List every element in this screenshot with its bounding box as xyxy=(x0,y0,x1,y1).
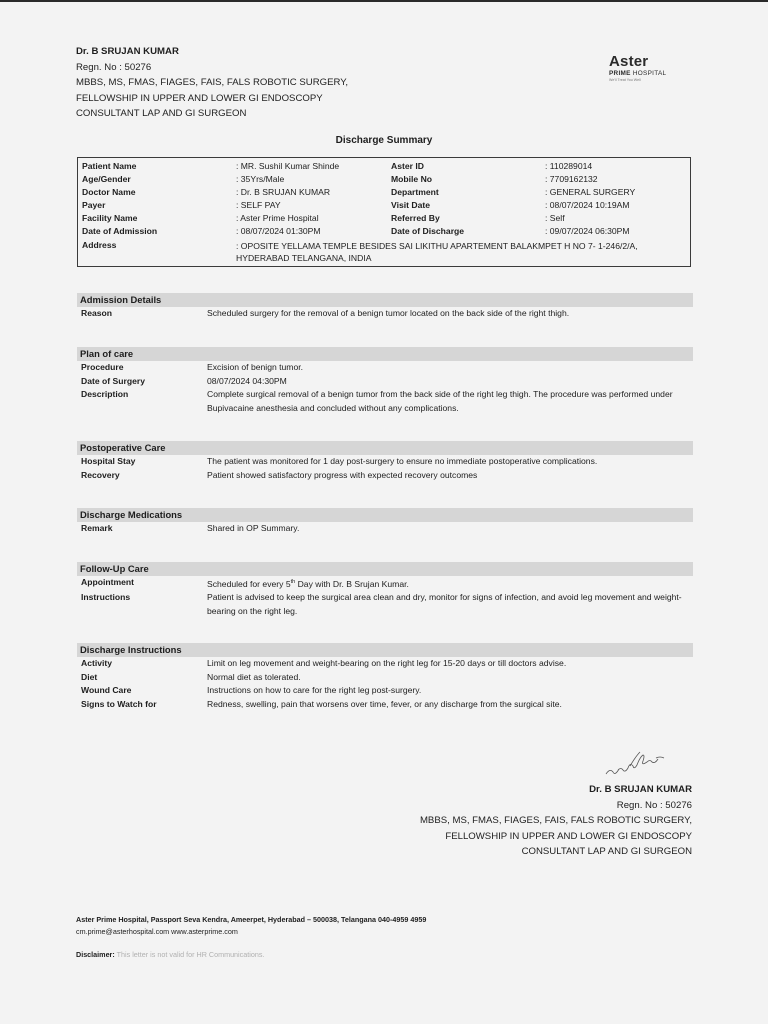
doctor-qualification-3: CONSULTANT LAP AND GI SURGEON xyxy=(76,108,247,119)
doctor-name-value: : Dr. B SRUJAN KUMAR xyxy=(236,187,331,197)
admission-date-value: : 08/07/2024 01:30PM xyxy=(236,226,321,236)
aster-id-label: Aster ID xyxy=(391,161,424,171)
referred-by-label: Referred By xyxy=(391,213,440,223)
mobile-value: : 7709162132 xyxy=(545,174,598,184)
diet-value: Normal diet as tolerated. xyxy=(207,671,301,682)
signature-qualification-3: CONSULTANT LAP AND GI SURGEON xyxy=(521,846,692,857)
visit-date-label: Visit Date xyxy=(391,200,431,210)
description-value: Complete surgical removal of a benign tumor from the back side of the right leg thigh. The procedure was performed under Bupivacaine anesthesia and concluded without any complications. xyxy=(207,389,673,413)
signature-qualification-2: FELLOWSHIP IN UPPER AND LOWER GI ENDOSCOPY xyxy=(445,830,692,842)
admission-date-label: Date of Admission xyxy=(82,226,158,236)
signs-label: Signs to Watch for xyxy=(81,698,157,709)
doctor-name-label: Doctor Name xyxy=(82,187,136,197)
disclaimer-text: This letter is not valid for HR Communications. xyxy=(114,950,265,959)
signature-regn: Regn. No : 50276 xyxy=(616,799,692,811)
visit-date-value: : 08/07/2024 10:19AM xyxy=(545,200,630,210)
footer-contact: cm.prime@asterhospital.com www.asterprime.com xyxy=(76,927,238,936)
doctor-qualification-1: MBBS, MS, FMAS, FIAGES, FAIS, FALS ROBOTIC SURGERY, xyxy=(76,77,349,88)
section-admission-details xyxy=(77,293,693,321)
date-of-surgery-value: 08/07/2024 04:30PM xyxy=(207,375,287,386)
age-gender-value: : 35Yrs/Male xyxy=(236,174,285,184)
disclaimer xyxy=(76,950,264,959)
remark-label: Remark xyxy=(81,523,113,533)
hospital-stay-value: The patient was monitored for 1 day post-surgery to ensure no immediate postoperative complications. xyxy=(207,456,598,466)
signature-doctor-name: Dr. B SRUJAN KUMAR xyxy=(589,784,692,795)
instructions-label: Instructions xyxy=(81,592,131,603)
section-discharge-medications xyxy=(77,508,693,536)
facility-label: Facility Name xyxy=(82,213,138,223)
description-label: Description xyxy=(81,389,129,399)
procedure-label: Procedure xyxy=(81,362,124,372)
footer-address: Aster Prime Hospital, Passport Seva Kendra, Ameerpet, Hyderabad – 500038, Telangana 040-4959 4959 xyxy=(76,915,427,924)
section-title: Discharge Medications xyxy=(77,508,693,522)
aster-id-value: : 110289014 xyxy=(545,161,593,171)
section-row xyxy=(77,591,693,618)
discharge-date-label: Date of Discharge xyxy=(391,226,465,236)
section-row xyxy=(77,307,693,321)
section-postoperative-care xyxy=(77,441,693,482)
referred-by-value: : Self xyxy=(545,213,565,223)
signs-value: Redness, swelling, pain that worsens over time, fever, or any discharge from the surgical site. xyxy=(207,698,562,709)
section-row xyxy=(77,657,693,671)
section-plan-of-care xyxy=(77,347,693,415)
wound-care-value: Instructions on how to care for the right leg post-surgery. xyxy=(207,685,422,695)
logo-subtitle xyxy=(609,70,666,78)
signature-block xyxy=(420,746,692,860)
department-label: Department xyxy=(391,187,439,197)
signature-qualification-1: MBBS, MS, FMAS, FIAGES, FAIS, FALS ROBOTIC SURGERY, xyxy=(419,815,692,826)
section-row xyxy=(77,576,693,591)
doctor-name: Dr. B SRUJAN KUMAR xyxy=(76,46,179,57)
section-row xyxy=(77,469,693,483)
handwritten-signature xyxy=(602,746,672,782)
section-discharge-instructions xyxy=(77,643,693,711)
aster-logo xyxy=(609,54,666,83)
payer-value: : SELF PAY xyxy=(236,200,281,210)
activity-label: Activity xyxy=(81,658,113,668)
wound-care-label: Wound Care xyxy=(81,685,132,695)
section-row xyxy=(77,671,693,685)
page-title: Discharge Summary xyxy=(335,135,433,146)
section-title: Admission Details xyxy=(77,293,693,307)
doctor-qualification-2: FELLOWSHIP IN UPPER AND LOWER GI ENDOSCOPY xyxy=(76,92,323,104)
appointment-label: Appointment xyxy=(81,577,134,587)
section-row xyxy=(77,455,693,469)
age-gender-label: Age/Gender xyxy=(82,174,131,184)
department-value: : GENERAL SURGERY xyxy=(545,187,636,197)
activity-value: Limit on leg movement and weight-bearing on the right leg for 15-20 days or till doctors advise. xyxy=(207,658,567,668)
patient-name-label: Patient Name xyxy=(82,161,137,171)
procedure-value: Excision of benign tumor. xyxy=(207,362,304,372)
logo-hospital: HOSPITAL xyxy=(632,70,667,77)
section-row xyxy=(77,522,693,536)
footer xyxy=(76,914,426,938)
section-row xyxy=(77,388,693,415)
logo-brand: Aster xyxy=(609,53,649,70)
payer-label: Payer xyxy=(82,200,106,210)
logo-prime: PRIME xyxy=(609,70,631,77)
section-row xyxy=(77,375,693,389)
top-border xyxy=(0,0,768,2)
section-row xyxy=(77,361,693,375)
date-of-surgery-label: Date of Surgery xyxy=(81,375,145,386)
doctor-regn: Regn. No : 50276 xyxy=(76,61,152,73)
section-title: Follow-Up Care xyxy=(77,562,693,576)
recovery-value: Patient showed satisfactory progress with expected recovery outcomes xyxy=(207,469,478,480)
diet-label: Diet xyxy=(81,671,98,682)
section-title: Plan of care xyxy=(77,347,693,361)
logo-tagline: We'll Treat You Well xyxy=(609,78,641,82)
mobile-label: Mobile No xyxy=(391,174,433,184)
doctor-header xyxy=(76,44,348,122)
patient-info-box xyxy=(77,157,691,267)
discharge-date-value: : 09/07/2024 06:30PM xyxy=(545,226,630,236)
address-label: Address xyxy=(82,240,117,250)
appointment-value: Scheduled for every 5th Day with Dr. B Srujan Kumar. xyxy=(207,578,409,589)
reason-value: Scheduled surgery for the removal of a benign tumor located on the back side of the right thigh. xyxy=(207,308,570,318)
facility-value: : Aster Prime Hospital xyxy=(236,213,319,223)
recovery-label: Recovery xyxy=(81,469,120,480)
disclaimer-label: Disclaimer: xyxy=(76,950,115,959)
remark-value: Shared in OP Summary. xyxy=(207,523,300,533)
section-title: Postoperative Care xyxy=(77,441,693,455)
section-row xyxy=(77,684,693,698)
section-row xyxy=(77,698,693,712)
section-title: Discharge Instructions xyxy=(77,643,693,657)
patient-name-value: : MR. Sushil Kumar Shinde xyxy=(236,161,340,171)
instructions-value: Patient is advised to keep the surgical area clean and dry, monitor for signs of infection, and avoid leg movement and weight-bearing on the right leg. xyxy=(207,592,682,616)
address-value: : OPOSITE YELLAMA TEMPLE BESIDES SAI LIKITHU APARTEMENT BALAKMPET H NO 7- 1-246/2/A, HYDERABAD TELANGANA, INDIA xyxy=(236,241,638,263)
reason-label: Reason xyxy=(81,308,113,318)
hospital-stay-label: Hospital Stay xyxy=(81,456,136,466)
section-follow-up-care xyxy=(77,562,693,618)
